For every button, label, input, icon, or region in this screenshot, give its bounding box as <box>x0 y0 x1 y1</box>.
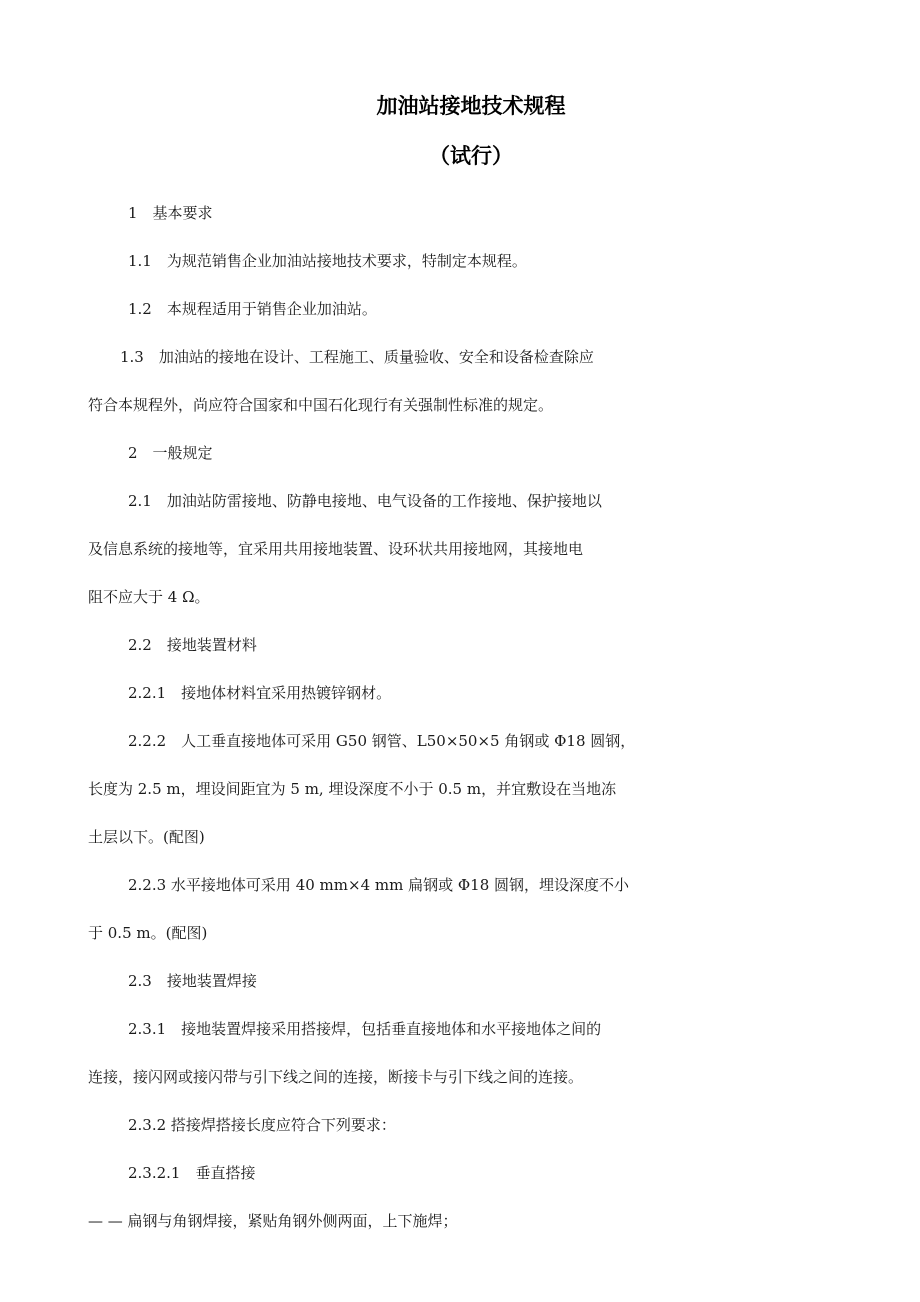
paragraph-line: 于 0.5 m。(配图) <box>88 924 208 942</box>
paragraph-line: 2.2.1 接地体材料宜采用热镀锌钢材。 <box>128 684 392 702</box>
document-subtitle: （试行） <box>429 144 513 168</box>
paragraph-line: 及信息系统的接地等，宜采用共用接地装置、设环状共用接地网，其接地电 <box>88 540 584 558</box>
paragraph-line: 1.3 加油站的接地在设计、工程施工、质量验收、安全和设备检查除应 <box>120 348 594 366</box>
subsection-heading: 2.3 接地装置焊接 <box>128 972 257 990</box>
paragraph-line: 2.2.2 人工垂直接地体可采用 G50 钢管、L50×50×5 角钢或 Φ18 圆钢， <box>128 732 636 750</box>
paragraph-line: 阻不应大于 4 Ω。 <box>88 588 210 606</box>
paragraph-line: 连接，接闪网或接闪带与引下线之间的连接，断接卡与引下线之间的连接。 <box>88 1068 584 1086</box>
subsection-heading: 2.3.2.1 垂直搭接 <box>128 1164 256 1182</box>
list-item: — — 扁钢与角钢焊接，紧贴角钢外侧两面，上下施焊； <box>88 1212 458 1230</box>
subsection-heading: 2.2 接地装置材料 <box>128 636 257 654</box>
section-heading: 2 一般规定 <box>128 444 213 462</box>
paragraph-line: 土层以下。(配图) <box>88 828 205 846</box>
paragraph-line: 2.2.3 水平接地体可采用 40 mm×4 mm 扁钢或 Φ18 圆钢，埋设深度不小 <box>128 876 630 894</box>
paragraph-line: 1.1 为规范销售企业加油站接地技术要求，特制定本规程。 <box>128 252 527 270</box>
paragraph-line: 符合本规程外，尚应符合国家和中国石化现行有关强制性标准的规定。 <box>88 396 554 414</box>
document-title: 加油站接地技术规程 <box>376 94 566 118</box>
paragraph-line: 2.3.2 搭接焊搭接长度应符合下列要求： <box>128 1116 396 1134</box>
paragraph-line: 2.1 加油站防雷接地、防静电接地、电气设备的工作接地、保护接地以 <box>128 492 602 510</box>
section-heading: 1 基本要求 <box>128 204 213 222</box>
paragraph-line: 1.2 本规程适用于销售企业加油站。 <box>128 300 377 318</box>
paragraph-line: 长度为 2.5 m，埋设间距宜为 5 m, 埋设深度不小于 0.5 m，并宜敷设在当地冻 <box>88 780 617 798</box>
paragraph-line: 2.3.1 接地装置焊接采用搭接焊，包括垂直接地体和水平接地体之间的 <box>128 1020 602 1038</box>
